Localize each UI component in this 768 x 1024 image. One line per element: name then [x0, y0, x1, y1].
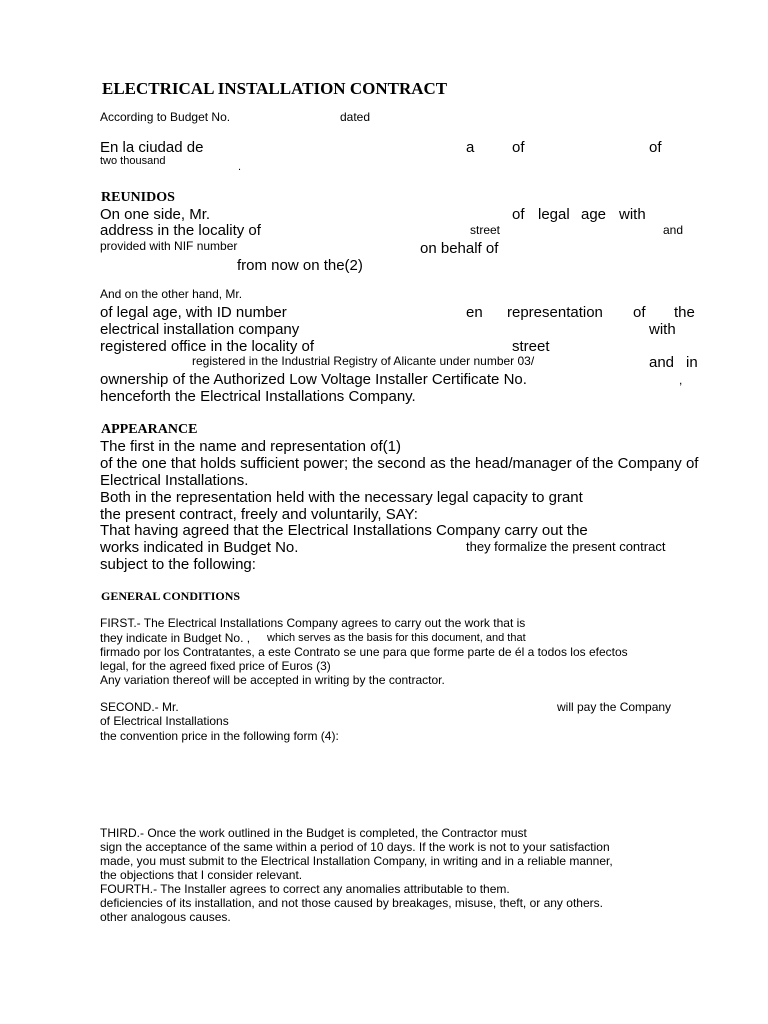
fourth-line-1: FOURTH.- The Installer agrees to correct any anomalies attributable to them. — [100, 882, 510, 896]
two-thousand-label: two thousand — [100, 155, 166, 167]
of-label: of — [633, 304, 646, 321]
street-label-2: street — [512, 338, 550, 355]
legal-with: with — [619, 206, 646, 223]
and-label-1: and — [663, 223, 684, 237]
company-label: electrical installation company — [100, 321, 300, 338]
appearance-line-6: That having agreed that the Electrical Installations Company carry out the — [100, 522, 588, 539]
city-label: En la ciudad de — [100, 139, 204, 156]
third-line-1: THIRD.- Once the work outlined in the Budget is completed, the Contractor must — [100, 826, 527, 840]
reunidos-heading: REUNIDOS — [101, 190, 175, 205]
in-label: in — [686, 354, 698, 371]
registered-office: registered office in the locality of — [100, 338, 315, 355]
and-label-2: and — [649, 354, 675, 371]
first-line-3: firmado por los Contratantes, a este Contrato se une para que forme parte de él a todos los efectos — [100, 645, 628, 659]
first-line-2b: which serves as the basis for this document, and that — [267, 632, 526, 644]
city-of-1: of — [512, 139, 525, 156]
with-label: with — [649, 321, 676, 338]
representation-label: representation — [507, 304, 603, 321]
third-line-3: made, you must submit to the Electrical Installation Company, in writing and in a reliable manner, — [100, 854, 613, 868]
legal-age: age — [581, 206, 607, 223]
appearance-line-8: subject to the following: — [100, 556, 256, 573]
date-period: . — [238, 161, 242, 173]
first-line-4: legal, for the agreed fixed price of Euros (3) — [100, 659, 331, 673]
appearance-line-3: Electrical Installations. — [100, 472, 249, 489]
street-label-1: street — [470, 223, 501, 237]
fourth-line-3: other analogous causes. — [100, 910, 231, 924]
city-a: a — [466, 139, 475, 156]
industrial-registry: registered in the Industrial Registry of Alicante under number 03/ — [192, 354, 535, 368]
one-side-mr: On one side, Mr. — [100, 206, 211, 223]
dated-label: dated — [340, 110, 371, 124]
legal-of: of — [512, 206, 525, 223]
henceforth-line: henceforth the Electrical Installations Company. — [100, 388, 416, 405]
second-line-1-right: will pay the Company — [557, 700, 672, 714]
general-conditions-heading: GENERAL CONDITIONS — [101, 589, 241, 603]
city-of-2: of — [649, 139, 662, 156]
appearance-heading: APPEARANCE — [101, 422, 198, 437]
appearance-line-4: Both in the representation held with the necessary legal capacity to grant — [100, 489, 583, 506]
ownership-line: ownership of the Authorized Low Voltage Installer Certificate No. — [100, 371, 527, 388]
legal-age-id: of legal age, with ID number — [100, 304, 287, 321]
en-label: en — [466, 304, 483, 321]
appearance-line-1: The first in the name and representation of(1) — [100, 438, 401, 455]
ownership-comma: , — [679, 373, 683, 387]
third-line-4: the objections that I consider relevant. — [100, 868, 303, 882]
appearance-line-7: works indicated in Budget No. — [100, 539, 299, 556]
behalf-label: on behalf of — [420, 240, 499, 257]
second-line-1: SECOND.- Mr. — [100, 700, 179, 714]
address-locality: address in the locality of — [100, 222, 261, 239]
other-hand-mr: And on the other hand, Mr. — [100, 287, 243, 301]
legal-legal: legal — [538, 206, 570, 223]
from-now-label: from now on the(2) — [237, 257, 363, 274]
first-line-2a: they indicate in Budget No. , — [100, 631, 251, 645]
document-title: ELECTRICAL INSTALLATION CONTRACT — [102, 79, 448, 98]
the-label: the — [674, 304, 695, 321]
second-line-3: the convention price in the following form (4): — [100, 729, 339, 743]
appearance-line-2: of the one that holds sufficient power; the second as the head/manager of the Company of — [100, 455, 699, 472]
first-line-1: FIRST.- The Electrical Installations Company agrees to carry out the work that is — [100, 616, 526, 630]
appearance-line-5: the present contract, freely and voluntarily, SAY: — [100, 506, 418, 523]
appearance-line-7-right: they formalize the present contract — [466, 539, 666, 554]
budget-label: According to Budget No. — [100, 110, 231, 124]
nif-label: provided with NIF number — [100, 239, 238, 253]
fourth-line-2: deficiencies of its installation, and not those caused by breakages, misuse, theft, or any others. — [100, 896, 603, 910]
first-line-5: Any variation thereof will be accepted in writing by the contractor. — [100, 673, 445, 687]
second-line-2: of Electrical Installations — [100, 714, 229, 728]
third-line-2: sign the acceptance of the same within a period of 10 days. If the work is not to your satisfaction — [100, 840, 610, 854]
